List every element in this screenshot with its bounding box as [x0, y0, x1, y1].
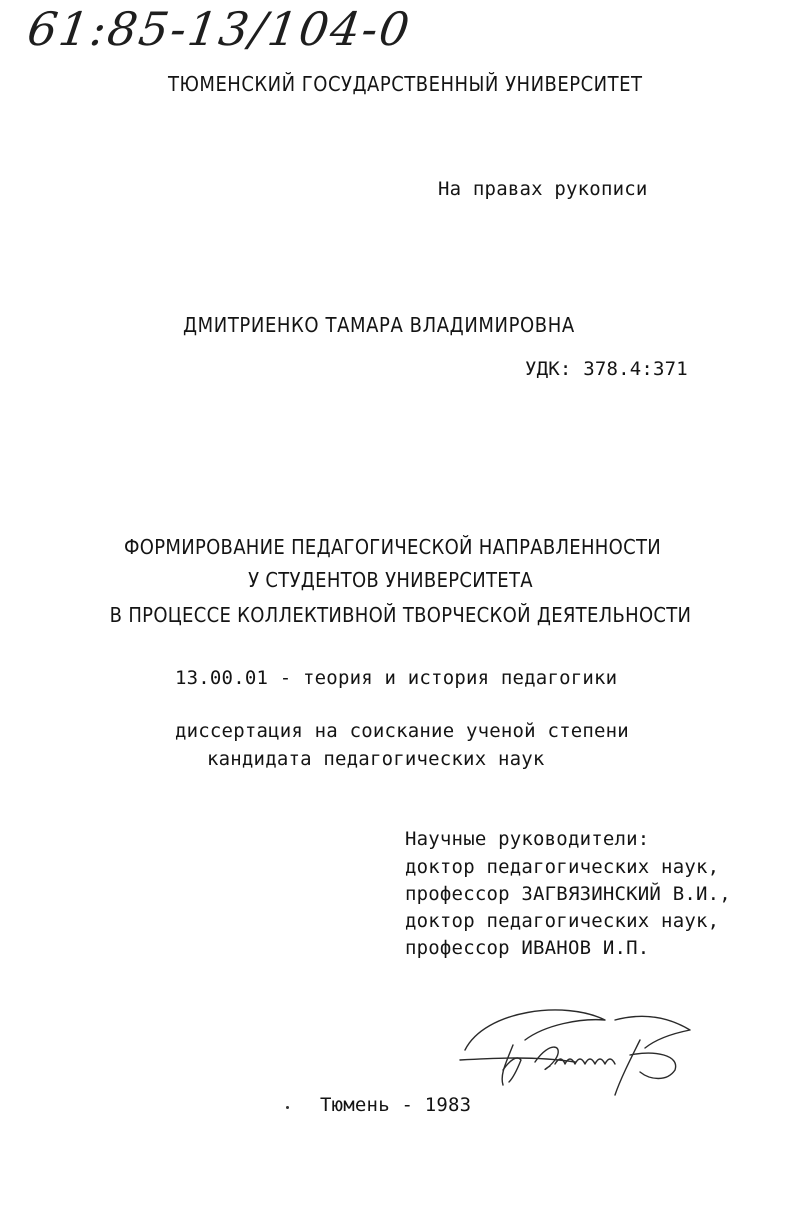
degree-line: диссертация на соискание ученой степени	[175, 720, 629, 742]
degree-line: кандидата педагогических наук	[207, 748, 545, 770]
udc-code: УДК: 378.4:371	[525, 358, 688, 380]
supervisors-heading: Научные руководители:	[405, 828, 650, 850]
university-name: ТЮМЕНСКИЙ ГОСУДАРСТВЕННЫЙ УНИВЕРСИТЕТ	[168, 72, 643, 96]
stray-dot	[286, 1106, 289, 1109]
author-name: ДМИТРИЕНКО ТАМАРА ВЛАДИМИРОВНА	[183, 313, 575, 337]
supervisor-line: профессор ЗАГВЯЗИНСКИЙ В.И.,	[405, 883, 731, 905]
specialty-code: 13.00.01 - теория и история педагогики	[175, 667, 618, 689]
city-year: Тюмень - 1983	[320, 1094, 472, 1116]
supervisor-line: доктор педагогических наук,	[405, 910, 720, 932]
manuscript-note: На правах рукописи	[438, 178, 648, 200]
supervisor-line: профессор ИВАНОВ И.П.	[405, 937, 650, 959]
supervisor-line: доктор педагогических наук,	[405, 856, 720, 878]
title-line: В ПРОЦЕССЕ КОЛЛЕКТИВНОЙ ТВОРЧЕСКОЙ ДЕЯТЕЛЬНОСТИ	[109, 603, 692, 627]
title-line: У СТУДЕНТОВ УНИВЕРСИТЕТА	[248, 568, 533, 592]
archive-mark: 61:85-13/104-0	[24, 2, 415, 56]
title-line: ФОРМИРОВАНИЕ ПЕДАГОГИЧЕСКОЙ НАПРАВЛЕННОСТИ	[123, 535, 662, 559]
signature	[455, 1000, 705, 1105]
